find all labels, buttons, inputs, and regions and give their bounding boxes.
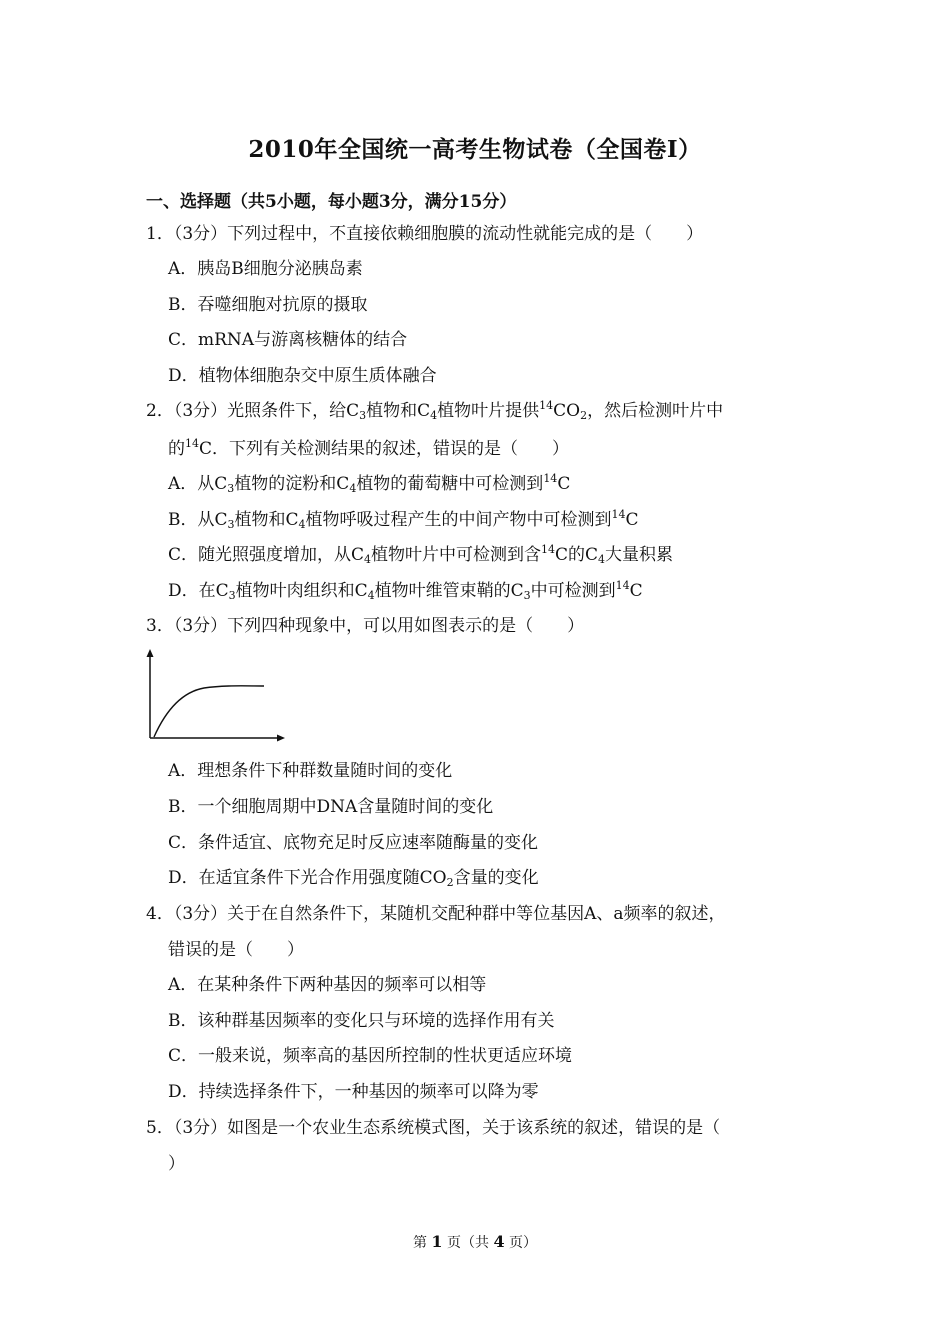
q2-option-c: C．随光照强度增加，从$C_4$植物叶片中可检测到含$^{14}$C的$C_4$大量积累 [168,543,674,566]
q1-option-a: A．胰岛B细胞分泌胰岛素 [168,259,363,279]
q3-option-c: C．条件适宜、底物充足时反应速率随酶量的变化 [168,833,539,853]
q4-option-c: C．一般来说，频率高的基因所控制的性状更适应环境 [168,1046,573,1066]
q3-curve-graph [140,648,290,748]
x-axis-arrow-icon [277,735,285,742]
q2-stem-line2: 的$^{14}$C．下列有关检测结果的叙述，错误的是（ ） [168,437,570,459]
q4-stem-line1: 4．（3分）关于在自然条件下，某随机交配种群中等位基因A、a频率的叙述， [146,904,726,924]
q3-option-b: B．一个细胞周期中DNA含量随时间的变化 [168,797,494,817]
q1-stem: 1．（3分）下列过程中，不直接依赖细胞膜的流动性就能完成的是（ ） [146,224,704,244]
page-title: 2010年全国统一高考生物试卷（全国卷Ⅰ） [248,136,702,163]
q5-stem-line1: 5．（3分）如图是一个农业生态系统模式图，关于该系统的叙述，错误的是（ [146,1118,721,1138]
q2-stem-line1: 2．（3分）光照条件下，给$C_3$植物和$C_4$植物叶片提供$^{14}CO_2$，然后检测叶片中 [146,399,724,422]
q1-option-b: B．吞噬细胞对抗原的摄取 [168,295,368,315]
q4-option-d: D．持续选择条件下，一种基因的频率可以降为零 [168,1082,539,1102]
q4-option-b: B．该种群基因频率的变化只与环境的选择作用有关 [168,1011,555,1031]
q1-option-d: D．植物体细胞杂交中原生质体融合 [168,366,437,386]
current-page-number: 1 [431,1232,443,1251]
q3-stem: 3．（3分）下列四种现象中，可以用如图表示的是（ ） [146,616,585,636]
saturation-curve [154,686,264,737]
q2-option-d: D．在$C_3$植物叶肉组织和$C_4$植物叶维管束鞘的$C_3$中可检测到$^{14}$C [168,579,643,602]
q4-stem-line2: 错误的是（ ） [168,940,304,960]
q2-option-b: B．从$C_3$植物和$C_4$植物呼吸过程产生的中间产物中可检测到$^{14}$C [168,508,639,531]
q2-option-a: A．从$C_3$植物的淀粉和$C_4$植物的葡萄糖中可检测到$^{14}$C [168,472,571,495]
page-footer: 第 1 页（共 4 页） [412,1232,538,1251]
section-heading: 一、选择题（共5小题，每小题3分，满分15分） [146,192,517,212]
q4-option-a: A．在某种条件下两种基因的频率可以相等 [168,975,487,995]
y-axis-arrow-icon [147,649,154,657]
q3-option-d: D．在适宜条件下光合作用强度随$CO_2$含量的变化 [168,868,539,889]
q1-option-c: C．mRNA与游离核糖体的结合 [168,330,408,350]
total-pages-number: 4 [493,1232,505,1251]
q5-stem-line2: ） [168,1154,185,1174]
q3-option-a: A．理想条件下种群数量随时间的变化 [168,761,453,781]
